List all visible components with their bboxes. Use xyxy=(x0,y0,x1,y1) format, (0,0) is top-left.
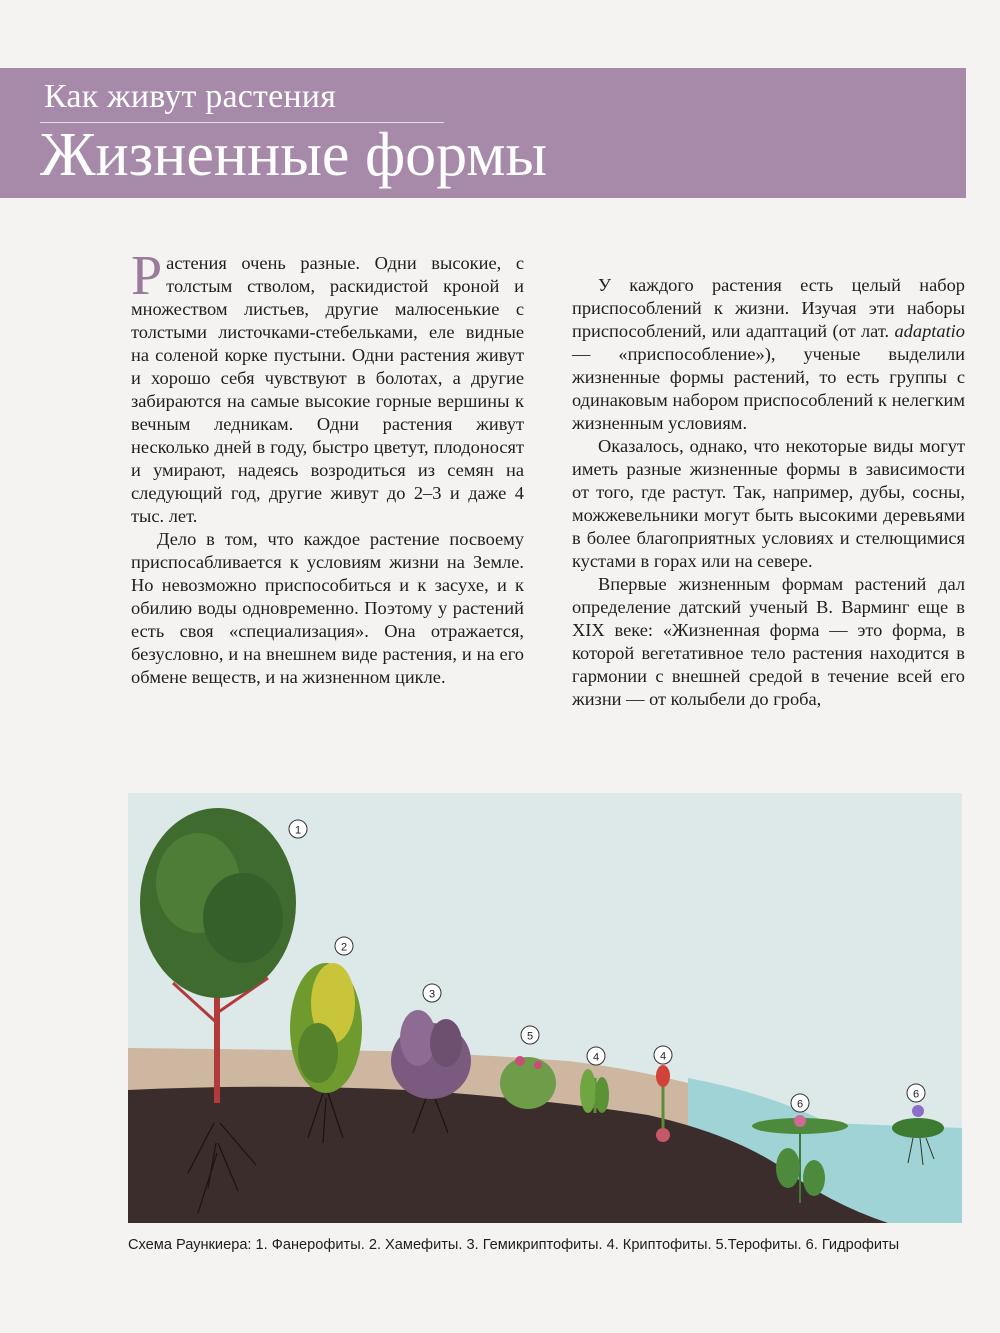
figure-caption: Схема Раункиера: 1. Фанерофиты. 2. Хамефиты. 3. Гемикриптофиты. 4. Криптофиты. 5.Терофиты. 6. Гидрофиты xyxy=(128,1237,900,1253)
diagram-label: 4 xyxy=(592,1051,600,1064)
dropcap: Р xyxy=(131,245,163,307)
paragraph-text: астения очень разные. Одни высокие, с толстым стволом, раскидистой кроной и множеством листьев, другие малюсенькие с толстыми листочками-стебельками, еле видные на соленой корке пустыни. Одни растения живут и хорошо себя чувствуют в болотах, а другие забираются на самые высокие горные вершины к вечным ледникам. Одни растения живут несколько дней в году, быстро цветут, плодоносят и умирают, надеясь возродиться из семян на следующий год, другие живут до 2–3 и даже 4 тыс. лет. xyxy=(131,253,524,526)
section-subtitle: Как живут растения xyxy=(44,78,337,115)
paragraph-text: У каждого растения есть целый набор приспособлений к жизни. Изучая эти наборы приспособлений, или адаптаций (от лат. xyxy=(572,275,965,341)
section-header xyxy=(0,68,966,198)
paragraph-text: — «приспособление»), ученые выделили жизненные формы растений, то есть группы с одинаковым набором приспособлений к нелегким жизненным условиям. xyxy=(572,344,965,433)
diagram-label: 4 xyxy=(659,1050,667,1063)
paragraph: Дело в том, что каждое растение посвоему приспосабливается к условиям жизни на Земле. Но невозможно приспособиться и к засухе, и к обилию воды одновременно. Поэтому у растений есть своя «специализация». Она отражается, безусловно, и на внешнем виде растения, и на его обмене веществ, и на жизненном цикле. xyxy=(131,529,524,687)
latin-term: adaptatio xyxy=(894,321,965,341)
left-column xyxy=(131,245,524,689)
diagram-svg xyxy=(128,793,962,1223)
diagram-label: 6 xyxy=(912,1088,920,1101)
diagram-label: 1 xyxy=(294,824,302,837)
paragraph xyxy=(131,245,524,528)
diagram-label: 2 xyxy=(340,941,348,954)
paragraph xyxy=(572,274,965,435)
raunkiaer-diagram xyxy=(128,793,962,1223)
diagram-label: 5 xyxy=(526,1030,534,1043)
diagram-label: 3 xyxy=(428,988,436,1001)
paragraph: Оказалось, однако, что некоторые виды могут иметь разные жизненные формы в зависимости от того, где растут. Так, например, дубы, сосны, можжевельники могут быть высокими деревьями в более благоприятных условиях и стелющимися кустами в горах или на севере. xyxy=(572,436,965,571)
right-column xyxy=(572,274,965,711)
paragraph: Впервые жизненным формам растений дал определение датский ученый В. Варминг еще в XIX веке: «Жизненная форма — это форма, в которой вегетативное тело растения находится в гармонии с внешней средой в течение всей его жизни — от колыбели до гроба, xyxy=(572,574,965,709)
diagram-label: 6 xyxy=(796,1098,804,1111)
page-title: Жизненные формы xyxy=(40,121,548,189)
